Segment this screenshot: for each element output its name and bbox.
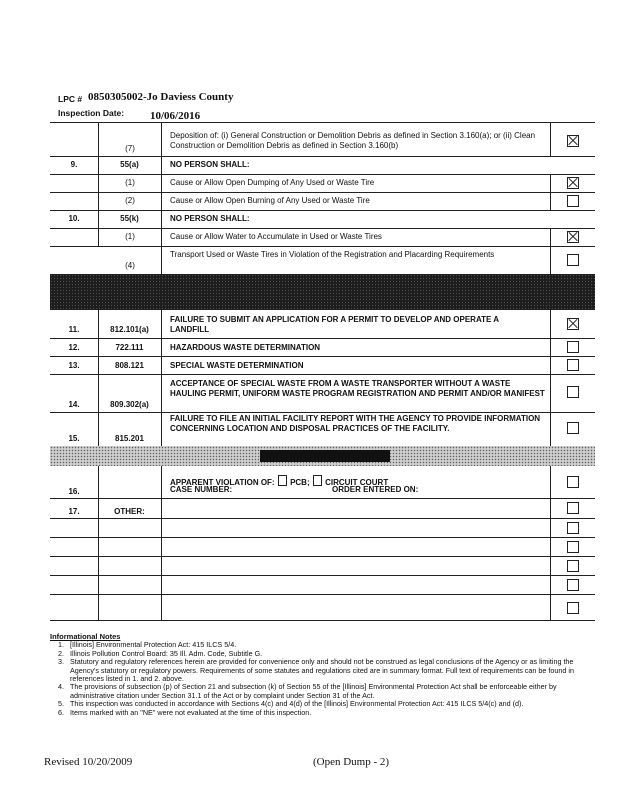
item-checkbox[interactable] [567, 522, 579, 534]
item-description: SPECIAL WASTE DETERMINATION [170, 361, 304, 370]
circuit-court-checkbox[interactable] [313, 475, 322, 486]
item-number: 16. [68, 487, 80, 496]
note-item [50, 709, 595, 717]
note-number: 6. [58, 707, 64, 717]
item-number: 17. [68, 507, 80, 516]
item-number: 9. [70, 160, 78, 169]
item-checkbox[interactable] [567, 254, 579, 266]
item-checkbox[interactable] [567, 195, 579, 207]
item-checkbox[interactable] [567, 560, 579, 572]
table-row [50, 466, 595, 499]
notes-title: Informational Notes [50, 632, 121, 641]
pcb-label: PCB; [290, 478, 310, 487]
item-section: 55(a) [120, 160, 139, 169]
item-description: Cause or Allow Water to Accumulate in Used or Waste Tires [170, 232, 382, 241]
item-heading: NO PERSON SHALL: [170, 160, 250, 169]
table-row [50, 575, 595, 595]
lpc-label: LPC # [58, 94, 83, 104]
item-description: ACCEPTANCE OF SPECIAL WASTE FROM A WASTE TRANSPORTER WITHOUT A WASTE HAULING PERMIT, UNIFORM WASTE PROGRAM REGISTRATION AND PERMIT AND/OR MANIFEST [170, 379, 545, 398]
item-checkbox[interactable] [567, 476, 579, 488]
table-row [50, 122, 595, 157]
item-number: 12. [68, 343, 80, 352]
item-section: 812.101(a) [110, 325, 149, 334]
item-heading: NO PERSON SHALL: [170, 214, 250, 223]
item-checkbox[interactable] [567, 422, 579, 434]
item-number: 13. [68, 361, 80, 370]
table-row [50, 412, 595, 447]
table-row [50, 556, 595, 576]
note-text: Illinois Pollution Control Board: 35 Ill. Adm. Code, Subtitle G. [70, 648, 263, 658]
note-text: The provisions of subsection (p) of Section 21 and subsection (k) of Section 55 of the [Illinois] Environmental Protection Act shall be enforceable either by administrative citation under Section 31.1 of the Act or by complaint under Section 31 of the Act. [70, 682, 557, 700]
item-description: Deposition of: (i) General Construction or Demolition Debris as defined in Section 3.160(a); or (ii) Clean Construction or Demolition Debris as defined in Section 3.160(b) [170, 131, 536, 150]
table-row [50, 374, 595, 413]
item-number: 11. [68, 325, 80, 334]
circuit-court-label: CIRCUIT COURT [325, 478, 389, 487]
item-sub-number: (1) [125, 178, 135, 187]
item-checkbox[interactable] [567, 541, 579, 553]
table-row [50, 594, 595, 621]
item-checkbox[interactable] [567, 579, 579, 591]
item-number: 10. [68, 214, 80, 223]
item-section: OTHER: [114, 507, 145, 516]
note-text: [Illinois] Environmental Protection Act: 415 ILCS 5/4. [70, 640, 237, 650]
note-text: This inspection was conducted in accordance with Sections 4(c) and 4(d) of the [Illinois] Environmental Protection Act: 415 ILCS 5/4(c) and (d). [70, 699, 524, 709]
item-section: 55(k) [120, 214, 139, 223]
item-checkbox[interactable] [567, 318, 579, 330]
item-description: FAILURE TO FILE AN INITIAL FACILITY REPORT WITH THE AGENCY TO PROVIDE INFORMATION CONCERNING LOCATION AND DISPOSAL PRACTICES OF THE FACILITY. [170, 414, 541, 433]
note-text: Items marked with an "NE" were not evaluated at the time of this inspection. [70, 707, 312, 717]
item-checkbox[interactable] [567, 359, 579, 371]
redacted-band [50, 446, 595, 466]
note-item [50, 683, 595, 700]
pcb-checkbox[interactable] [278, 475, 287, 486]
table-row [50, 228, 595, 247]
item-number: 14. [68, 400, 80, 409]
note-number: 5. [58, 699, 64, 709]
item-section: 722.111 [115, 343, 144, 352]
item-description: Transport Used or Waste Tires in Violation of the Registration and Placarding Requirements [170, 250, 495, 259]
form-name: (Open Dump - 2) [313, 756, 390, 768]
revised-date: Revised 10/20/2009 [44, 756, 133, 768]
lpc-value: 0850305002-Jo Daviess County [88, 91, 234, 103]
table-row [50, 356, 595, 375]
item-description: Cause or Allow Open Dumping of Any Used or Waste Tire [170, 178, 375, 187]
item-description: Cause or Allow Open Burning of Any Used or Waste Tire [170, 196, 370, 205]
item-section: 808.121 [115, 361, 144, 370]
table-row [50, 498, 595, 519]
item-checkbox[interactable] [567, 386, 579, 398]
order-entered-label: ORDER ENTERED ON: [332, 485, 419, 494]
item-section: 809.302(a) [110, 400, 149, 409]
case-number-label: CASE NUMBER: [170, 485, 233, 494]
item-section: 815.201 [115, 434, 144, 443]
item-sub-number: (2) [125, 196, 135, 205]
table-row [50, 156, 595, 175]
item-checkbox[interactable] [567, 177, 579, 189]
item-checkbox[interactable] [567, 135, 579, 147]
table-row [50, 246, 595, 275]
note-item [50, 658, 595, 683]
table-row [50, 210, 595, 229]
note-number: 4. [58, 682, 64, 692]
inspection-date-value: 10/06/2016 [150, 110, 201, 122]
table-row [50, 174, 595, 193]
item-checkbox[interactable] [567, 602, 579, 614]
note-number: 2. [58, 648, 64, 658]
item-number: 15. [68, 434, 80, 443]
item-checkbox[interactable] [567, 502, 579, 514]
table-row [50, 518, 595, 538]
table-row [50, 192, 595, 211]
table-row [50, 310, 595, 339]
redacted-band [50, 274, 595, 310]
item-sub-number: (1) [125, 232, 135, 241]
item-checkbox[interactable] [567, 231, 579, 243]
table-row [50, 338, 595, 357]
item-sub-number: (4) [125, 261, 135, 270]
item-description: HAZARDOUS WASTE DETERMINATION [170, 343, 321, 352]
item-checkbox[interactable] [567, 341, 579, 353]
apparent-violation-label: APPARENT VIOLATION OF: [170, 478, 275, 487]
note-number: 3. [58, 657, 64, 667]
item-sub-number: (7) [125, 144, 135, 153]
item-description: FAILURE TO SUBMIT AN APPLICATION FOR A PERMIT TO DEVELOP AND OPERATE A LANDFILL [170, 315, 499, 334]
inspection-date-label: Inspection Date: [58, 108, 125, 118]
note-text: Statutory and regulatory references herein are provided for convenience only and should not be construed as legal conclusions of the Agency or as limiting the Agency's statutory or regulatory powers. Requirements of some statutes and regulations cited are in summary format. Full text of requirements can be found in references listed in 1. and 2. above. [70, 657, 574, 684]
informational-notes [50, 633, 595, 717]
table-row [50, 537, 595, 557]
note-number: 1. [58, 640, 64, 650]
